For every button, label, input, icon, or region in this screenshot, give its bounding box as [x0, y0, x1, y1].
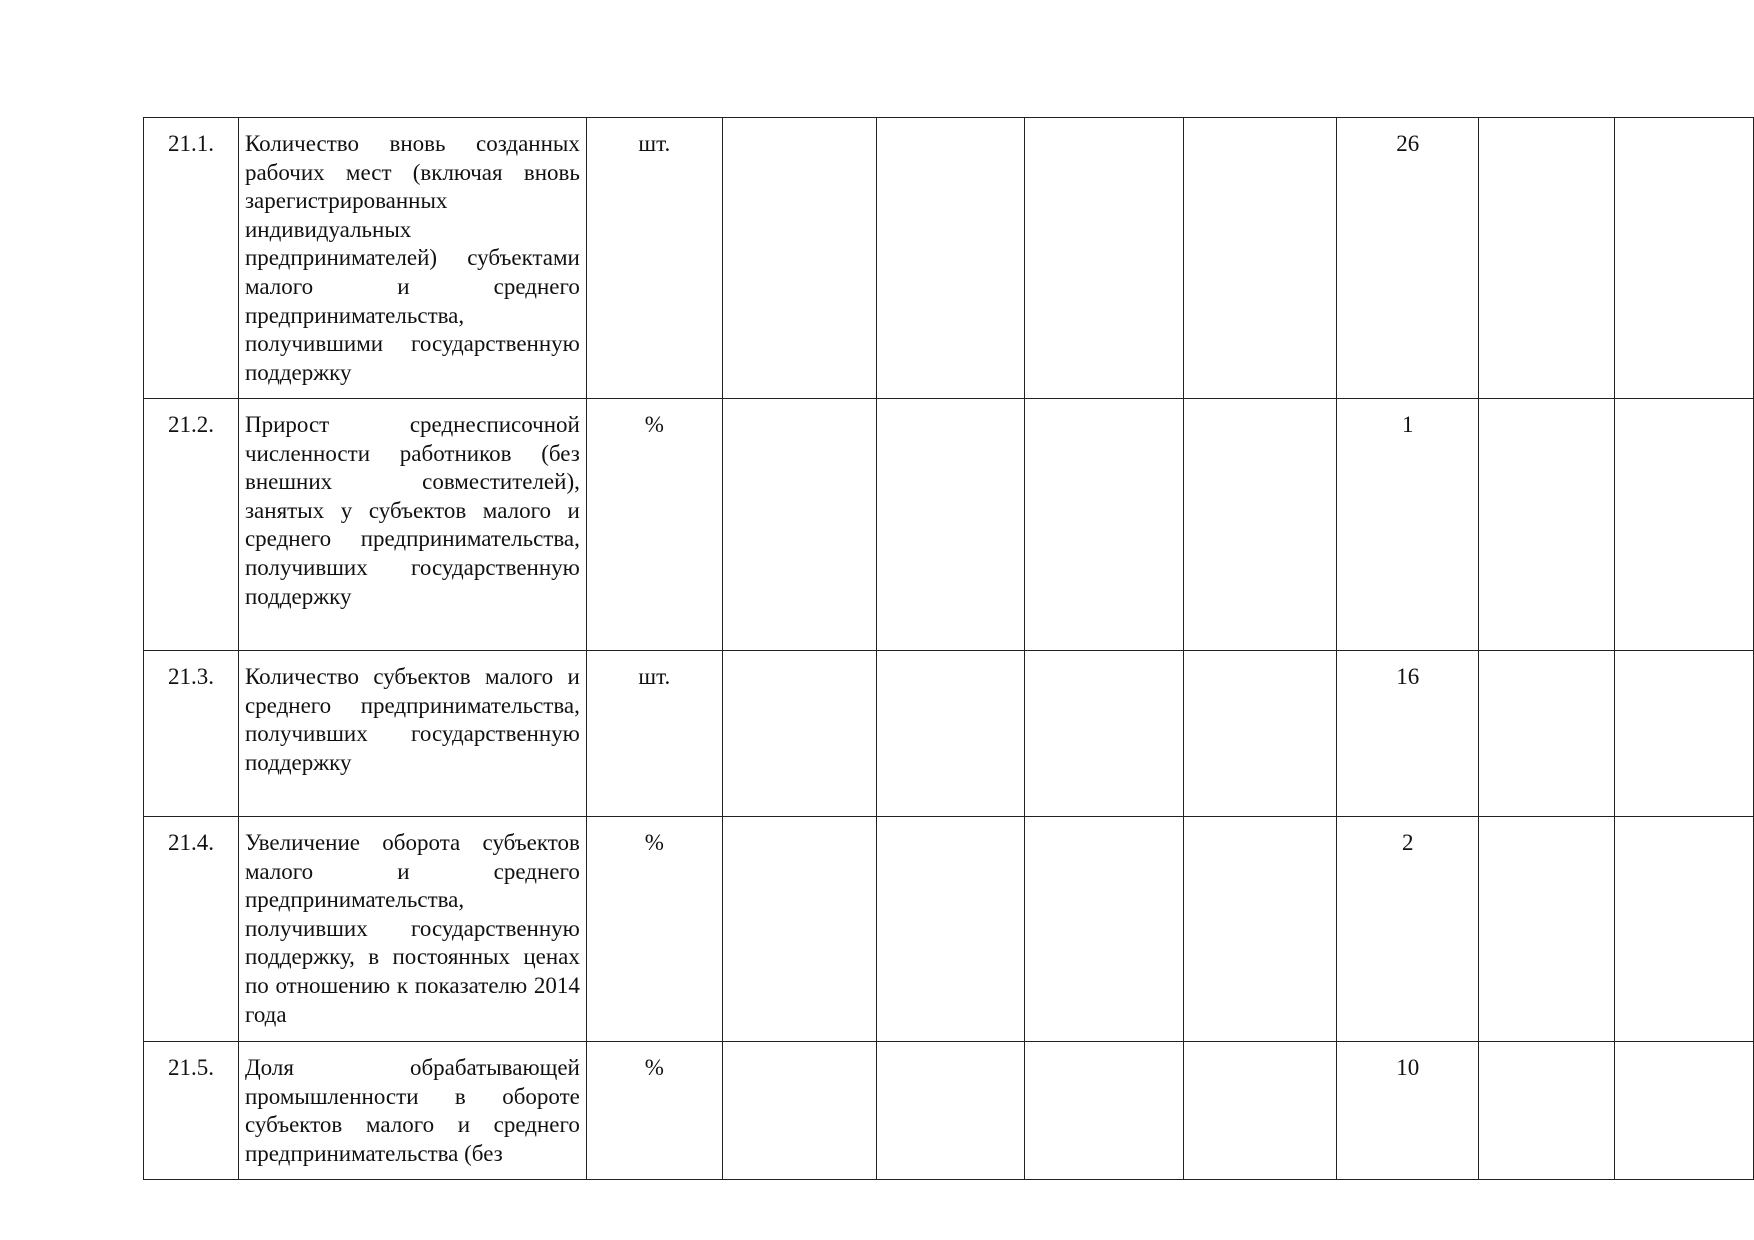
- empty-cell: [722, 399, 876, 651]
- row-number: 21.2.: [144, 399, 239, 651]
- indicators-table: [143, 117, 1754, 1180]
- empty-cell: [1024, 118, 1184, 399]
- empty-cell: [1184, 651, 1337, 817]
- row-number: 21.5.: [144, 1042, 239, 1180]
- unit-cell: %: [586, 399, 722, 651]
- empty-cell: [1615, 399, 1754, 651]
- indicator-name: [238, 118, 586, 399]
- value-cell: 10: [1337, 1042, 1479, 1180]
- indicator-name-text: Доля обрабатывающей промышленности в обороте субъектов малого и среднего предпринимательства (без: [244, 1055, 580, 1166]
- empty-cell: [1615, 651, 1754, 817]
- empty-cell: [1479, 118, 1615, 399]
- empty-cell: [722, 118, 876, 399]
- empty-cell: [1184, 817, 1337, 1042]
- empty-cell: [722, 1042, 876, 1180]
- empty-cell: [722, 651, 876, 817]
- empty-cell: [1615, 118, 1754, 399]
- table-row: [144, 118, 1754, 399]
- table-row: [144, 399, 1754, 651]
- value-cell: 1: [1337, 399, 1479, 651]
- indicator-name-text: Увеличение оборота субъектов малого и среднего предпринимательства, получивших государственную поддержку, в постоянных ценах по отношению к показателю 2014 года: [244, 830, 580, 1027]
- table-row: [144, 1042, 1754, 1180]
- empty-cell: [1024, 651, 1184, 817]
- unit-cell: %: [586, 1042, 722, 1180]
- empty-cell: [876, 651, 1024, 817]
- empty-cell: [1615, 817, 1754, 1042]
- unit-cell: %: [586, 817, 722, 1042]
- unit-cell: шт.: [586, 651, 722, 817]
- value-cell: 26: [1337, 118, 1479, 399]
- unit-cell: шт.: [586, 118, 722, 399]
- empty-cell: [876, 817, 1024, 1042]
- empty-cell: [1024, 817, 1184, 1042]
- empty-cell: [1615, 1042, 1754, 1180]
- empty-cell: [876, 399, 1024, 651]
- empty-cell: [1479, 1042, 1615, 1180]
- indicator-name-text: Прирост среднесписочной численности работников (без внешних совместителей), занятых у субъектов малого и среднего предпринимательства, получивших государственную поддержку: [244, 412, 580, 609]
- row-number: 21.3.: [144, 651, 239, 817]
- empty-cell: [1024, 399, 1184, 651]
- empty-cell: [1184, 399, 1337, 651]
- indicator-name: [238, 1042, 586, 1180]
- empty-cell: [1479, 651, 1615, 817]
- table-row: [144, 651, 1754, 817]
- empty-cell: [1184, 118, 1337, 399]
- value-cell: 2: [1337, 817, 1479, 1042]
- indicator-name: [238, 399, 586, 651]
- empty-cell: [1024, 1042, 1184, 1180]
- value-cell: 16: [1337, 651, 1479, 817]
- empty-cell: [1479, 399, 1615, 651]
- empty-cell: [1479, 817, 1615, 1042]
- table-row: [144, 817, 1754, 1042]
- empty-cell: [876, 118, 1024, 399]
- empty-cell: [876, 1042, 1024, 1180]
- indicator-name-text: Количество вновь созданных рабочих мест (включая вновь зарегистрированных индивидуальных предпринимателей) субъектами малого и среднего предпринимательства, получившими государственную поддержку: [244, 131, 580, 385]
- indicator-name: [238, 817, 586, 1042]
- row-number: 21.4.: [144, 817, 239, 1042]
- indicator-name: [238, 651, 586, 817]
- empty-cell: [722, 817, 876, 1042]
- indicator-name-text: Количество субъектов малого и среднего предпринимательства, получивших государственную поддержку: [244, 664, 580, 775]
- empty-cell: [1184, 1042, 1337, 1180]
- row-number: 21.1.: [144, 118, 239, 399]
